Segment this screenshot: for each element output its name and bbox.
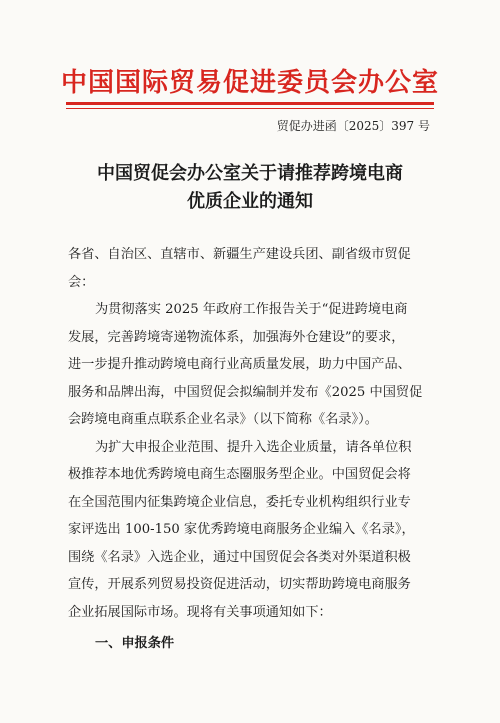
body-line: 企业拓展国际市场。现将有关事项通知如下： [68, 604, 332, 620]
letterhead-rule-thick [66, 102, 434, 105]
document-body [68, 241, 438, 658]
document-number: 贸促办进函〔2025〕397 号 [276, 119, 430, 133]
body-line-salutation-2: 会： [68, 274, 95, 290]
body-line: 在全国范围内征集跨境企业信息，委托专业机构组织行业专 [68, 494, 411, 510]
body-line: 服务和品牌出海，中国贸促会拟编制并发布《2025 中国贸促 [68, 384, 423, 400]
body-line: 为扩大申报企业范围、提升入选企业质量，请各单位积 [95, 439, 412, 455]
title-line-2: 优质企业的通知 [187, 191, 313, 212]
body-line: 进一步提升推动跨境电商行业高质量发展，助力中国产品、 [68, 357, 411, 372]
section-heading: 一、申报条件 [95, 636, 175, 651]
body-line: 围绕《名录》入选企业，通过中国贸促会各类对外渠道积极 [68, 549, 411, 565]
document-title [0, 160, 500, 216]
body-line: 宣传，开展系列贸易投资促进活动，切实帮助跨境电商服务 [68, 577, 411, 592]
body-line: 会跨境电商重点联系企业名录》（以下简称《名录》）。 [68, 412, 378, 427]
letterhead-title: 中国国际贸易促进委员会办公室 [60, 68, 439, 98]
body-line: 家评选出 100-150 家优秀跨境电商服务企业编入《名录》， [68, 522, 415, 537]
letterhead-rule-thin [66, 108, 434, 109]
body-line: 发展，完善跨境寄递物流体系，加强海外仓建设”的要求， [68, 329, 405, 345]
body-line-salutation-1: 各省、自治区、直辖市、新疆生产建设兵团、副省级市贸促 [68, 247, 411, 262]
title-line-1: 中国贸促会办公室关于请推荐跨境电商 [97, 163, 403, 184]
body-line: 为贯彻落实 2025 年政府工作报告关于“促进跨境电商 [95, 302, 408, 317]
body-line: 极推荐本地优秀跨境电商生态圈服务型企业。中国贸促会将 [68, 467, 411, 482]
